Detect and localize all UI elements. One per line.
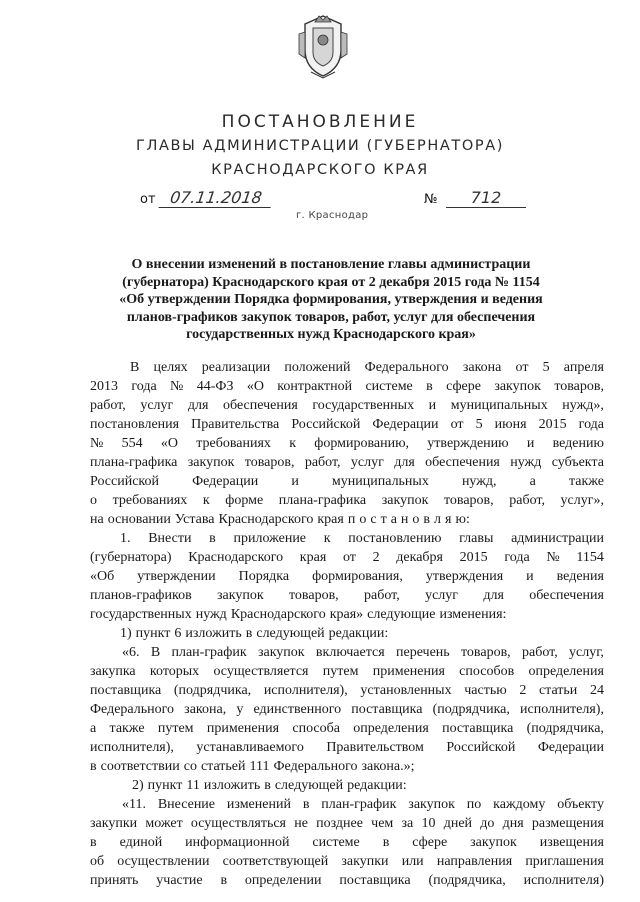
body-line: «11. Внесение изменений в план-график закупок по каждому объекту [122,797,604,812]
body-line: «6. В план-график закупок включается перечень товаров, работ, услуг, [122,645,604,660]
document-number: 712 [446,188,526,208]
body-line: исполнителя), устанавливаемого Правительством Российской Федерации [90,740,604,755]
document-type-title: ПОСТАНОВЛЕНИЕ [221,112,419,132]
coat-of-arms-emblem [297,14,349,80]
heading-line: планов-графиков закупок товаров, работ, услуг для обеспечения [126,309,536,325]
date-number-row [0,188,640,212]
body-line: плана-графика закупок товаров, работ, услуг для обеспечения нужд субъекта [90,455,604,470]
body-line: Федерального закона, у единственного поставщика (подрядчика, исполнителя), [90,702,604,717]
body-line: принять участие в определении поставщика (подрядчика, исполнителя) [90,873,604,888]
body-line: № 554 «О требованиях к формированию, утверждению и ведению [90,436,604,451]
heading-line: О внесении изменений в постановление главы администрации [131,257,531,272]
body-line: «Об утверждении Порядка формирования, утверждения и ведения [90,569,604,584]
body-line: В целях реализации положений Федерального закона от 5 апреля [130,360,604,375]
heading-line: (губернатора) Краснодарского края от 2 декабря 2015 года № 1154 [122,274,540,290]
body-line: закупки может осуществляться не позднее чем за 10 дней до дня размещения [90,816,604,831]
body-line: Российской Федерации и муниципальных нужд, а также [90,474,604,489]
body-line: в единой информационной системе в сфере закупок извещения [90,835,604,850]
heading-line: «Об утверждении Порядка формирования, утверждения и ведения [119,292,543,307]
date-label: от [140,192,156,207]
body-line: поставщика (подрядчика, исполнителя), установленных частью 2 статьи 24 [90,683,604,698]
issuer-line-1: ГЛАВЫ АДМИНИСТРАЦИИ (ГУБЕРНАТОРА) [136,138,504,154]
body-line: закупка которых осуществляется путем применения способов определения [90,664,604,679]
body-line: в соответствии со статьей 111 Федерального закона.»; [90,759,415,774]
city-label: г. Краснодар [296,210,369,221]
body-line: работ, услуг для обеспечения государственных и муниципальных нужд», [90,398,604,413]
body-line: постановления Правительства Российской Федерации от 5 июня 2015 года [90,417,604,432]
body-line: 2013 года № 44-ФЗ «О контрактной системе в сфере закупок товаров, [90,379,604,394]
heading-line: государственных нужд Краснодарского края» [186,327,476,342]
number-label: № [424,192,438,207]
body-line: 1) пункт 6 изложить в следующей редакции: [120,626,389,641]
body-line: об осуществлении соответствующей закупки или направления приглашения [90,854,604,869]
body-line: планов-графиков закупок товаров, работ, услуг для обеспечения [90,588,604,603]
document-heading [96,256,566,344]
body-line: на основании Устава Краснодарского края п о с т а н о в л я ю: [90,512,470,527]
body-line: (губернатора) Краснодарского края от 2 декабря 2015 года № 1154 [90,550,604,565]
body-line: 2) пункт 11 изложить в следующей редакции: [132,778,407,793]
body-line: а также путем применения способа определения поставщика (подрядчика, [90,721,604,736]
body-line: о требованиях к форме плана-графика закупок товаров, работ, услуг», [90,493,604,508]
body-line: 1. Внести в приложение к постановлению главы администрации [120,531,604,546]
body-line: государственных нужд Краснодарского края» следующие изменения: [90,607,507,622]
document-date: 07.11.2018 [159,188,274,208]
issuer-line-2: КРАСНОДАРСКОГО КРАЯ [211,162,429,178]
